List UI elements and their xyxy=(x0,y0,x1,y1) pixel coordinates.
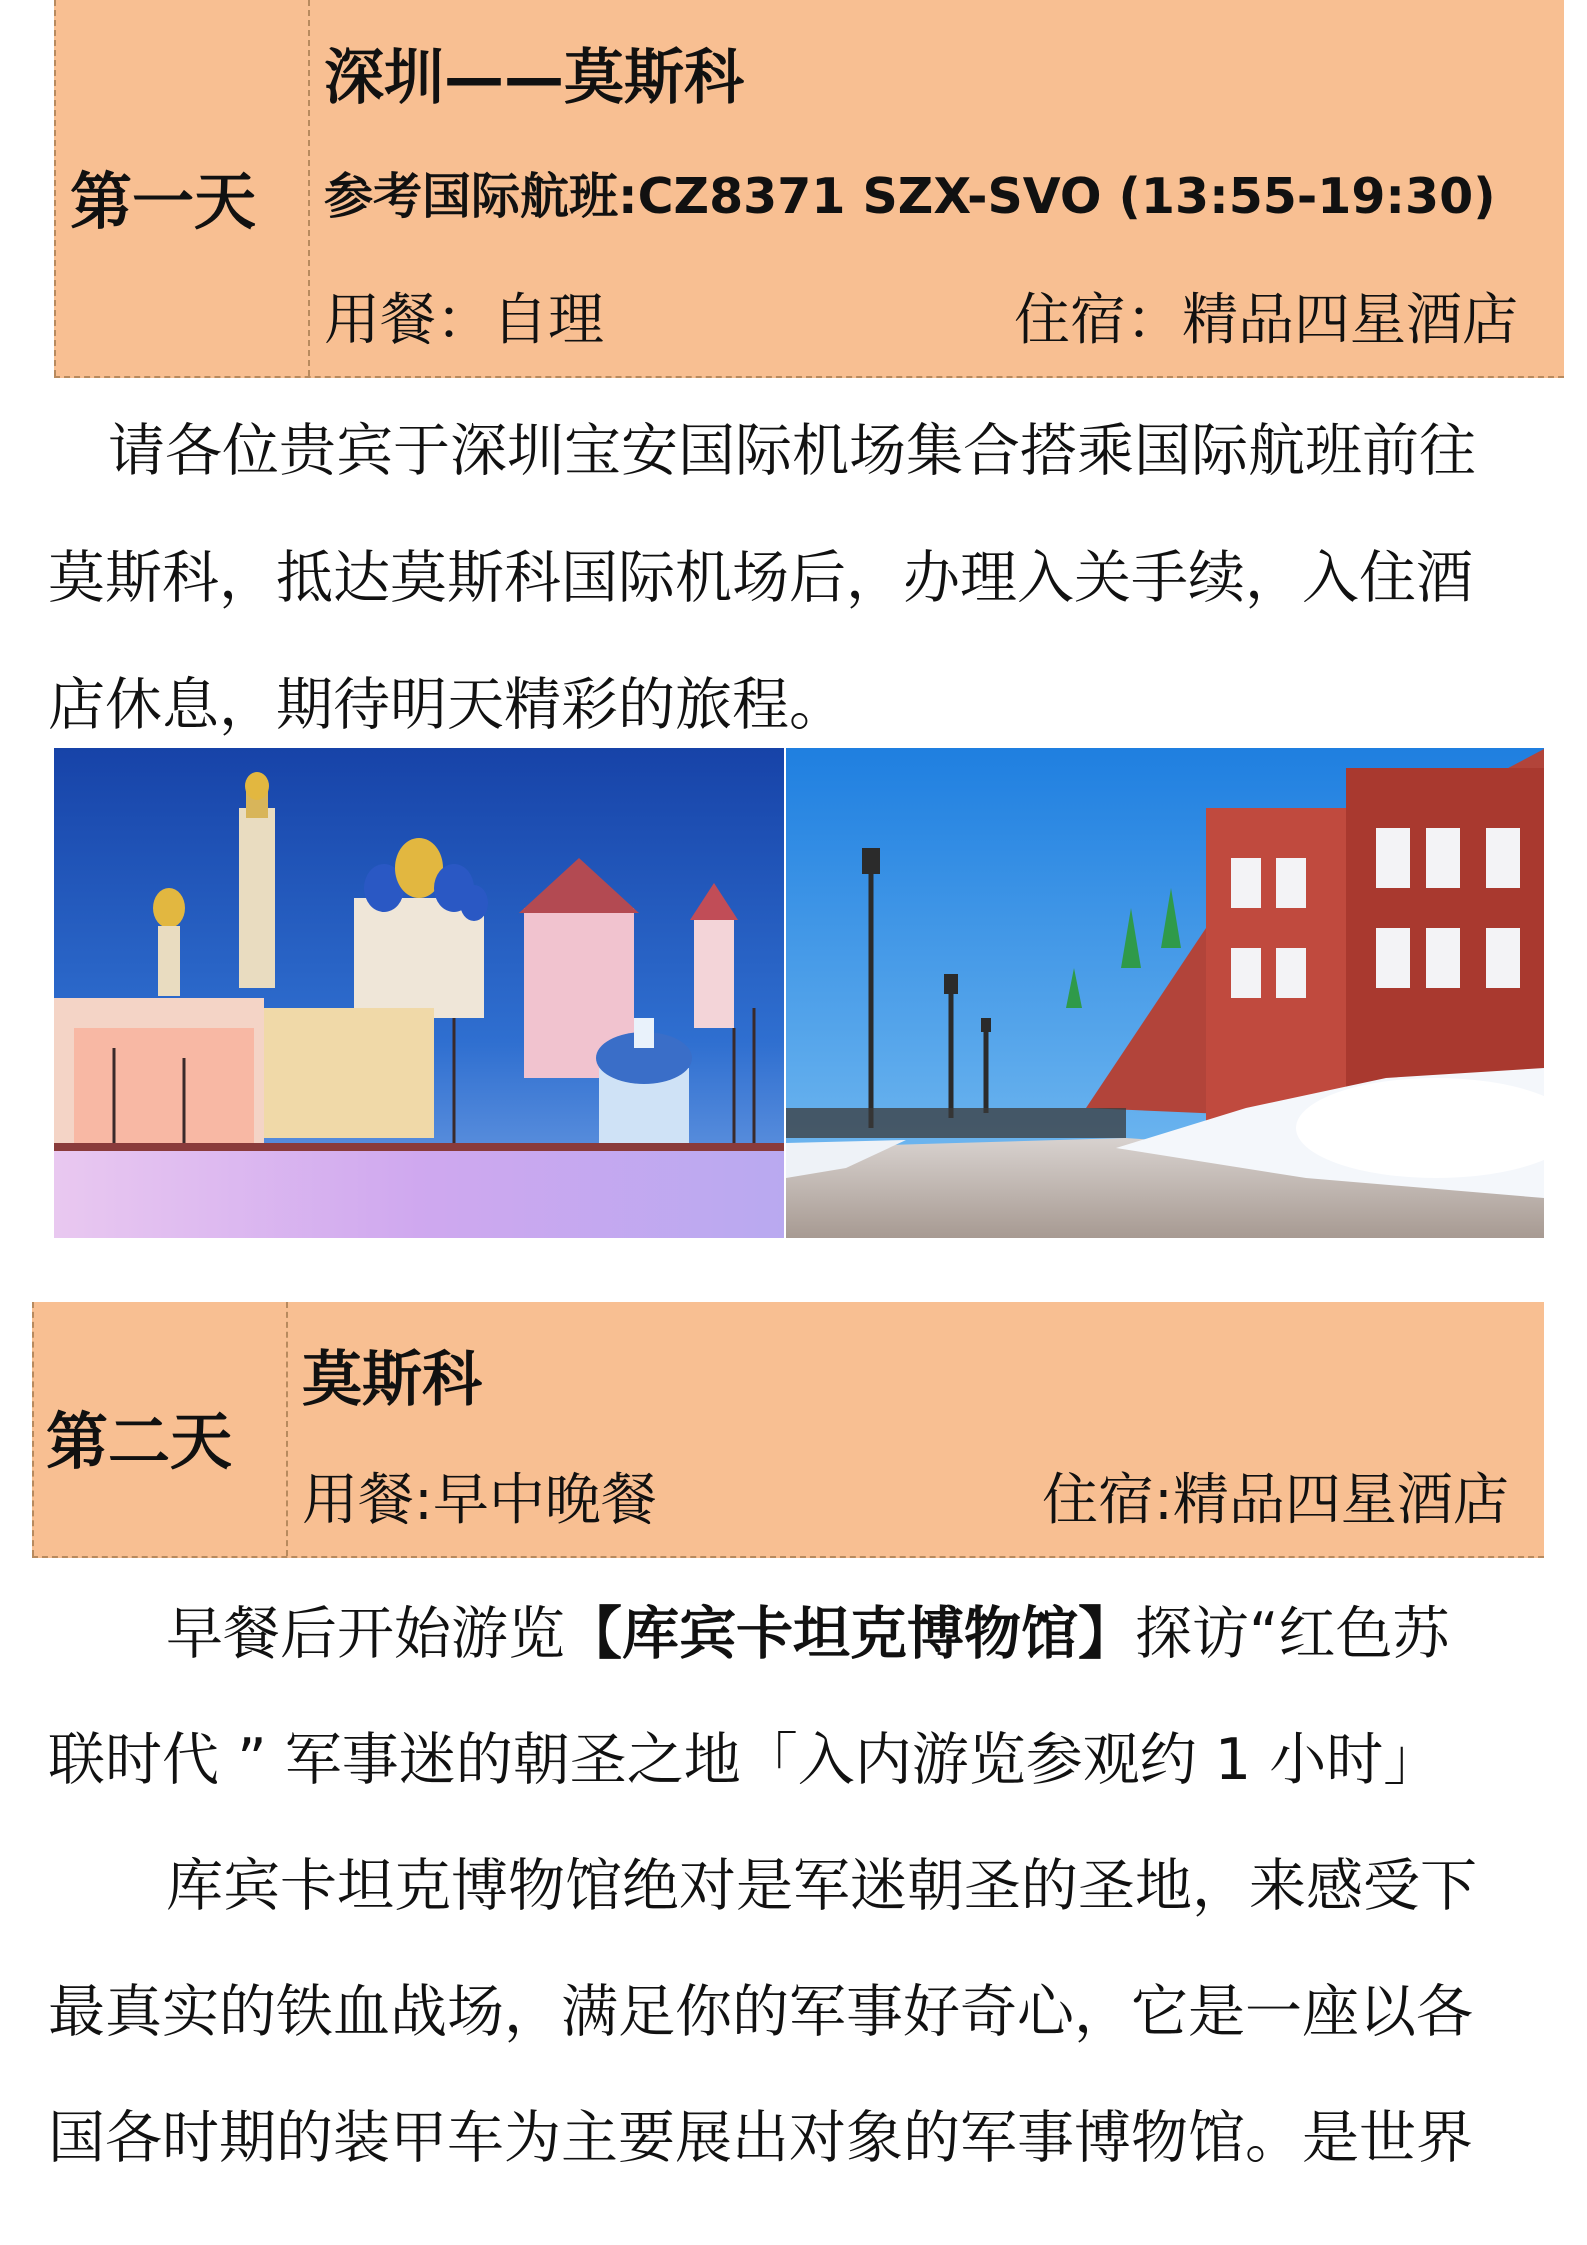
day1-paragraph-line-3: 店休息，期待明天精彩的旅程。 xyxy=(48,672,846,738)
day2-paragraph2-line-2: 最真实的铁血战场，满足你的军事好奇心，它是一座以各 xyxy=(48,1979,1473,2045)
day2-column-divider xyxy=(286,1302,288,1556)
day2-paragraph2-line-1: 库宾卡坦克博物馆绝对是军迷朝圣的圣地，来感受下 xyxy=(166,1853,1477,1919)
day1-header xyxy=(54,0,1564,378)
day1-hotel-info: 住宿：精品四星酒店 xyxy=(1014,288,1518,353)
day2-meal-info: 用餐:早中晚餐 xyxy=(302,1468,657,1533)
day2-left-border xyxy=(32,1302,34,1556)
day2-paragraph1-line-2: 联时代 ” 军事迷的朝圣之地「入内游览参观约 1 小时」 xyxy=(48,1727,1441,1793)
day1-paragraph-line-1: 请各位贵宾于深圳宝安国际机场集合搭乘国际航班前往 xyxy=(108,418,1476,484)
museum-name-bold: 【库宾卡坦克博物馆】 xyxy=(565,1601,1135,1667)
day2-para1-prefix: 早餐后开始游览 xyxy=(166,1601,565,1667)
day2-route-title: 莫斯科 xyxy=(302,1345,482,1415)
day1-label: 第一天 xyxy=(70,165,257,238)
day2-paragraph1-line-1 xyxy=(166,1588,1450,1670)
day1-flight-info: 参考国际航班:CZ8371 SZX-SVO (13:55-19:30) xyxy=(324,168,1496,225)
day1-left-border xyxy=(54,0,56,376)
day1-meal-info: 用餐：自理 xyxy=(324,288,604,353)
day2-hotel-info: 住宿:精品四星酒店 xyxy=(1042,1468,1509,1533)
day1-column-divider xyxy=(308,0,310,376)
day2-header xyxy=(32,1302,1544,1558)
day2-paragraph2-line-3: 国各时期的装甲车为主要展出对象的军事博物馆。是世界 xyxy=(48,2105,1473,2171)
photo-monastery-night xyxy=(54,748,784,1238)
day1-route-title: 深圳——莫斯科 xyxy=(324,43,744,113)
day2-para1-suffix: 探访“红色苏 xyxy=(1135,1601,1450,1667)
photo-snowy-embankment xyxy=(786,748,1544,1238)
day1-paragraph-line-2: 莫斯科，抵达莫斯科国际机场后，办理入关手续，入住酒 xyxy=(48,545,1473,611)
day2-label: 第二天 xyxy=(46,1405,233,1478)
